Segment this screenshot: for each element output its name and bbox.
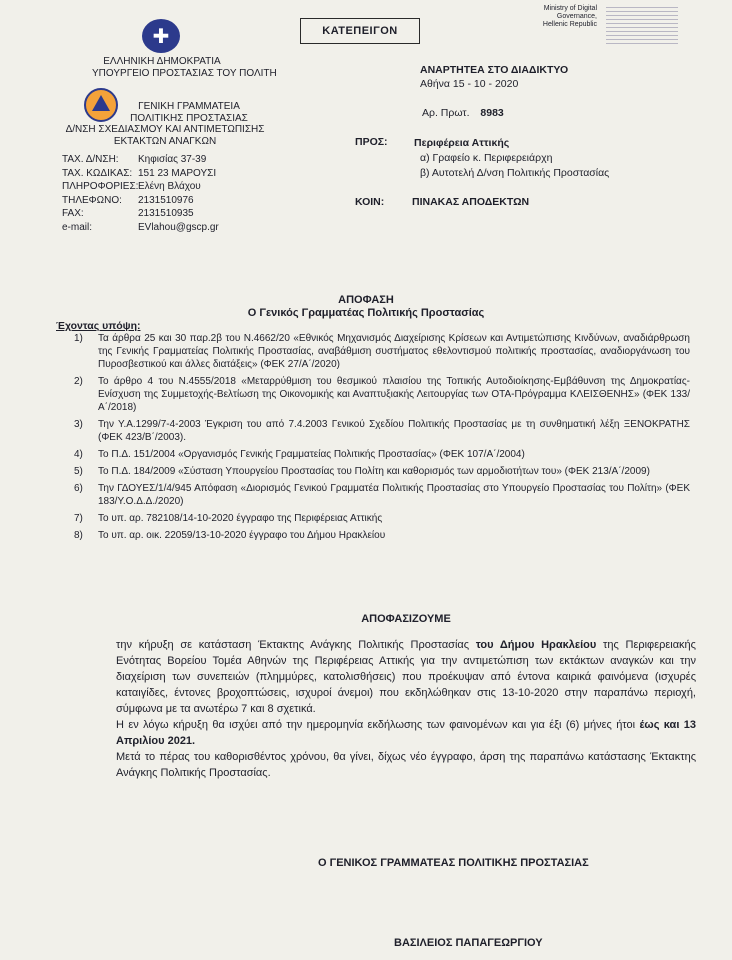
list-item-text: Την Υ.Α.1299/7-4-2003 Έγκριση του από 7.4.2003 Γενικού Σχεδίου Πολιτικής Προστασίας με τη συνθηματική λέξη ΞΕΝΟΚΡΑΤΗΣ (ΦΕΚ 423/Β΄/2003). [98,419,690,443]
contact-row-postcode [62,167,219,181]
considerations-list [70,332,690,546]
ministry-line-1: ΕΛΛΗΝΙΚΗ ΔΗΜΟΚΡΑΤΙΑ [103,56,221,67]
decision-title: ΑΠΟΦΑΣΗ [338,294,394,306]
publish-online-label: ΑΝΑΡΤΗΤΕΑ ΣΤΟ ΔΙΑΔΙΚΤΥΟ [420,64,569,76]
date-line: Αθήνα 15 - 10 - 2020 [420,78,519,90]
decision-text: Η εν λόγω κήρυξη θα ισχύει από την ημερομηνία εκδήλωσης των φαινομένων και για έξι (6) μήνες ήτοι [116,719,636,731]
recipients-block [414,136,609,181]
decision-text: Μετά το πέρας του καθορισθέντος χρόνου, θα γίνει, δίχως νέο έγγραφο, άρση της παραπάνω κατάστασης Έκτακτης Ανάγκης Πολιτικής Προστασίας. [116,751,696,779]
contact-label: ΤΗΛΕΦΩΝΟ: [62,194,122,206]
list-item [70,332,690,371]
stamp-line-2: Governance, [556,13,597,20]
protocol-number: 8983 [480,107,504,119]
contact-block [62,153,219,234]
list-item-number: 7) [74,513,83,524]
greek-state-emblem-icon: ✚ [142,19,180,53]
list-item-number: 3) [74,419,83,430]
contact-label: e-mail: [62,221,93,233]
secretariat-block [120,101,258,125]
civil-protection-logo-icon [84,88,118,122]
stamp-line-3: Hellenic Republic [542,21,597,28]
contact-label: ΤΑΧ. Δ/ΝΣΗ: [62,154,119,165]
list-item [70,375,690,414]
list-item [70,482,690,508]
directorate-line-1: Δ/ΝΣΗ ΣΧΕΔΙΑΣΜΟΥ ΚΑΙ ΑΝΤΙΜΕΤΩΠΙΣΗΣ [65,124,265,135]
contact-value: 2131510935 [138,208,194,219]
decision-paragraph-2 [116,717,696,749]
list-item-number: 4) [74,449,83,460]
decision-paragraph-3 [116,749,696,781]
signatory-name: ΒΑΣΙΛΕΙΟΣ ΠΑΠΑΓΕΩΡΓΙΟΥ [394,937,543,949]
considering-label: Έχοντας υπόψη: [56,320,141,332]
cc-label: ΚΟΙΝ: [355,196,385,208]
list-item-number: 8) [74,530,83,541]
secretariat-line-2: ΠΟΛΙΤΙΚΗΣ ΠΡΟΣΤΑΣΙΑΣ [130,113,248,124]
decision-subtitle: Ο Γενικός Γραμματέας Πολιτικής Προστασίας [247,307,485,319]
list-item-number: 1) [74,333,83,344]
signature-stamp-mark [606,4,678,44]
decision-paragraph-1 [116,637,696,717]
list-item-number: 5) [74,466,83,477]
we-decide-heading: ΑΠΟΦΑΣΙΖΟΥΜΕ [361,613,451,625]
list-item-number: 2) [74,376,83,387]
contact-row-info [62,180,219,194]
contact-row-email [62,221,219,235]
protocol-label: Αρ. Πρωτ. [422,107,470,119]
cc-value: ΠΙΝΑΚΑΣ ΑΠΟΔΕΚΤΩΝ [412,196,530,208]
protocol-line [422,107,504,119]
contact-row-fax [62,207,219,221]
list-item-text: Το υπ. αρ. 782108/14-10-2020 έγγραφο της Περιφέρειας Αττικής [98,513,383,524]
ministry-block [92,56,277,80]
list-item-text: Τα άρθρα 25 και 30 παρ.2β του Ν.4662/20 «Εθνικός Μηχανισμός Διαχείρισης Κρίσεων και Αντιμετώπισης Κινδύνων, αναδιάρθρωση της Γενικής Γραμματείας Πολιτικής Προστασίας, αναβάθμιση συστήματος εθελοντισμού πολιτικής προστασίας, αναδιοργάνωση του Πυροσβεστικού και άλλες διατάξεις» (ΦΕΚ 27/Α΄/2020) [98,333,690,370]
list-item [70,418,690,444]
contact-value: Κηφισίας 37-39 [138,154,207,165]
list-item-text: Το Π.Δ. 151/2004 «Οργανισμός Γενικής Γραμματείας Πολιτικής Προστασίας» (ΦΕΚ 107/Α΄/2004) [98,449,525,460]
urgent-box: ΚΑΤΕΠΕΙΓΟΝ [300,18,420,44]
to-label: ΠΡΟΣ: [355,136,388,148]
contact-value: EVlahou@gscp.gr [138,221,219,233]
contact-label: ΤΑΧ. ΚΩΔΙΚΑΣ: [62,167,133,179]
list-item-text: Το άρθρο 4 του Ν.4555/2018 «Μεταρρύθμιση του θεσμικού πλαισίου της Τοπικής Αυτοδιοίκησης-Εμβάθυνση της Δημοκρατίας-Ενίσχυση της Συμμετοχής-Βελτίωση της Οικονομικής και Αναπτυξιακής Λειτουργίας των ΟΤΑ-Πρόγραμμα ΚΛΕΙΣΘΕΝΗΣ» (ΦΕΚ 133/Α΄/2018) [98,376,690,413]
list-item-text: Την ΓΔΟΥΕΣ/1/4/945 Απόφαση «Διορισμός Γενικού Γραμματέα Πολιτικής Προστασίας στο Υπουργείο Προστασίας του Πολίτη» (ΦΕΚ 183/Υ.Ο.Δ.Δ./2020) [98,483,690,507]
contact-value: 151 23 ΜΑΡΟΥΣΙ [138,167,217,179]
recipient-directorate: β) Αυτοτελή Δ/νση Πολιτικής Προστασίας [420,167,610,179]
signatory-title: Ο ΓΕΝΙΚΟΣ ΓΡΑΜΜΑΤΕΑΣ ΠΟΛΙΤΙΚΗΣ ΠΡΟΣΤΑΣΙΑΣ [318,857,589,869]
contact-row-phone [62,194,219,208]
list-item [70,512,690,525]
decision-body [116,637,696,781]
directorate-line-2: ΕΚΤΑΚΤΩΝ ΑΝΑΓΚΩΝ [113,136,217,147]
list-item-text: Το Π.Δ. 184/2009 «Σύσταση Υπουργείου Προστασίας του Πολίτη και καθορισμός των αρμοδιοτήτων του» (ΦΕΚ 213/Α΄/2009) [98,466,650,477]
stamp-line-1: Ministry of Digital [543,5,597,12]
secretariat-line-1: ΓΕΝΙΚΗ ΓΡΑΜΜΑΤΕΙΑ [138,101,240,112]
ministry-line-2: ΥΠΟΥΡΓΕΙΟ ΠΡΟΣΤΑΣΙΑΣ ΤΟΥ ΠΟΛΙΤΗ [92,68,277,79]
directorate-block [60,124,270,148]
decision-municipality: του Δήμου Ηρακλείου [475,639,597,651]
decision-text: την κήρυξη σε κατάσταση Έκτακτης Ανάγκης Πολιτικής Προστασίας [116,639,476,651]
recipient-office: α) Γραφείο κ. Περιφερειάρχη [420,152,553,164]
digital-signature-stamp [533,5,597,29]
contact-value: Ελένη Βλάχου [138,181,201,192]
contact-label: ΠΛΗΡΟΦΟΡΙΕΣ: [62,181,139,192]
list-item [70,465,690,478]
recipient-region: Περιφέρεια Αττικής [414,137,510,149]
contact-label: FAX: [62,208,84,219]
decision-text: της Περιφερειακής Ενότητας Βορείου Τομέα Αθηνών της Περιφέρειας Αττικής για την αντιμετώπιση των εκτάκτων αναγκών και την διαχείριση των συνεπειών (πλημμύρες, κατολισθήσεις) που προέκυψαν από έντονα καιρικά φαινόμενα (ισχυρές καταιγίδες, έντονες βροχοπτώσεις, ισχυροί άνεμοι) που εκδηλώθηκαν στις 13-10-2020 στην παραπάνω περιοχή, σύμφωνα με τα ανωτέρω 7 και 8 σχετικά. [116,639,696,715]
list-item-text: Το υπ. αρ. οικ. 22059/13-10-2020 έγγραφο του Δήμου Ηρακλείου [98,530,386,541]
list-item-number: 6) [74,483,83,494]
decision-end-date: έως και 13 Απριλίου 2021. [116,719,696,747]
list-item [70,448,690,461]
contact-value: 2131510976 [138,194,194,206]
list-item [70,529,690,542]
contact-row-address [62,153,219,167]
